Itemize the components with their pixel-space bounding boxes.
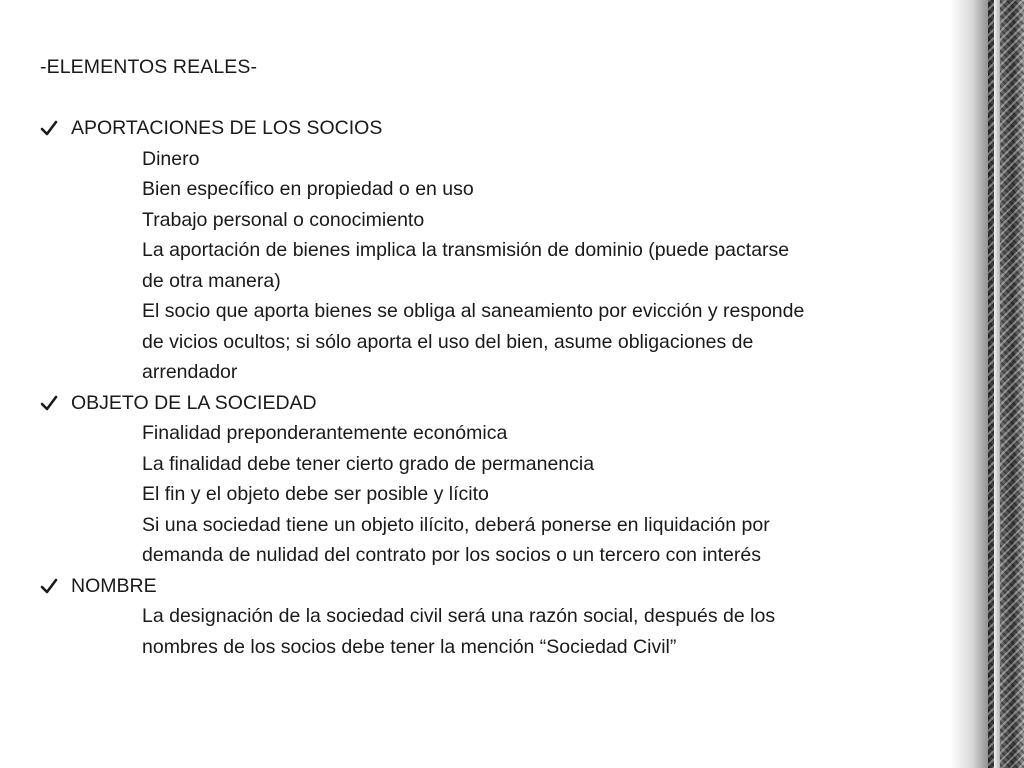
list-item-line: El fin y el objeto debe ser posible y lícito <box>142 483 489 505</box>
list-item-line: nombres de los socios debe tener la mención “Sociedad Civil” <box>142 635 677 658</box>
list-item <box>142 418 950 449</box>
checkmark-icon <box>40 577 58 595</box>
list-item-line: demanda de nulidad del contrato por los socios o un tercero con interés <box>142 544 761 566</box>
list-item <box>142 205 950 236</box>
section-items <box>40 144 950 388</box>
list-item-line: Finalidad preponderantemente económica <box>142 422 508 444</box>
slide-content <box>40 52 950 662</box>
section-title: NOMBRE <box>71 574 157 597</box>
section-header <box>40 571 950 602</box>
section-items <box>40 601 950 662</box>
right-shade <box>950 0 990 768</box>
section-objeto <box>40 388 950 571</box>
list-item-line: de vicios ocultos; si sólo aporta el uso del bien, asume obligaciones de <box>142 330 754 353</box>
list-item-line: Bien específico en propiedad o en uso <box>142 178 474 200</box>
list-item-line: arrendador <box>142 361 238 383</box>
list-item <box>142 479 950 510</box>
list-item-line: La finalidad debe tener cierto grado de permanencia <box>142 452 595 475</box>
list-item-line: de otra manera) <box>142 269 281 292</box>
section-header <box>40 113 950 144</box>
list-item <box>142 449 950 480</box>
decorative-edge-line <box>994 0 1000 768</box>
section-items <box>40 418 950 571</box>
slide-heading: -ELEMENTOS REALES- <box>40 56 258 78</box>
list-item <box>142 601 950 662</box>
list-item <box>142 510 950 571</box>
list-item <box>142 296 950 388</box>
list-item-line: La aportación de bienes implica la transmisión de dominio (puede pactarse <box>142 239 790 261</box>
section-aportaciones <box>40 113 950 388</box>
list-item-line: Dinero <box>142 147 200 170</box>
section-header <box>40 388 950 419</box>
list-item <box>142 174 950 205</box>
section-nombre <box>40 571 950 663</box>
checkmark-icon <box>40 119 58 137</box>
list-item-line: El socio que aporta bienes se obliga al saneamiento por evicción y responde <box>142 300 805 322</box>
section-title: OBJETO DE LA SOCIEDAD <box>71 391 317 414</box>
list-item-line: Trabajo personal o conocimiento <box>142 208 425 231</box>
section-title: APORTACIONES DE LOS SOCIOS <box>71 117 383 139</box>
list-item <box>142 144 950 175</box>
list-item <box>142 235 950 296</box>
list-item-line: Si una sociedad tiene un objeto ilícito, deberá ponerse en liquidación por <box>142 513 770 536</box>
list-item-line: La designación de la sociedad civil será una razón social, después de los <box>142 605 776 627</box>
checkmark-icon <box>40 394 58 412</box>
